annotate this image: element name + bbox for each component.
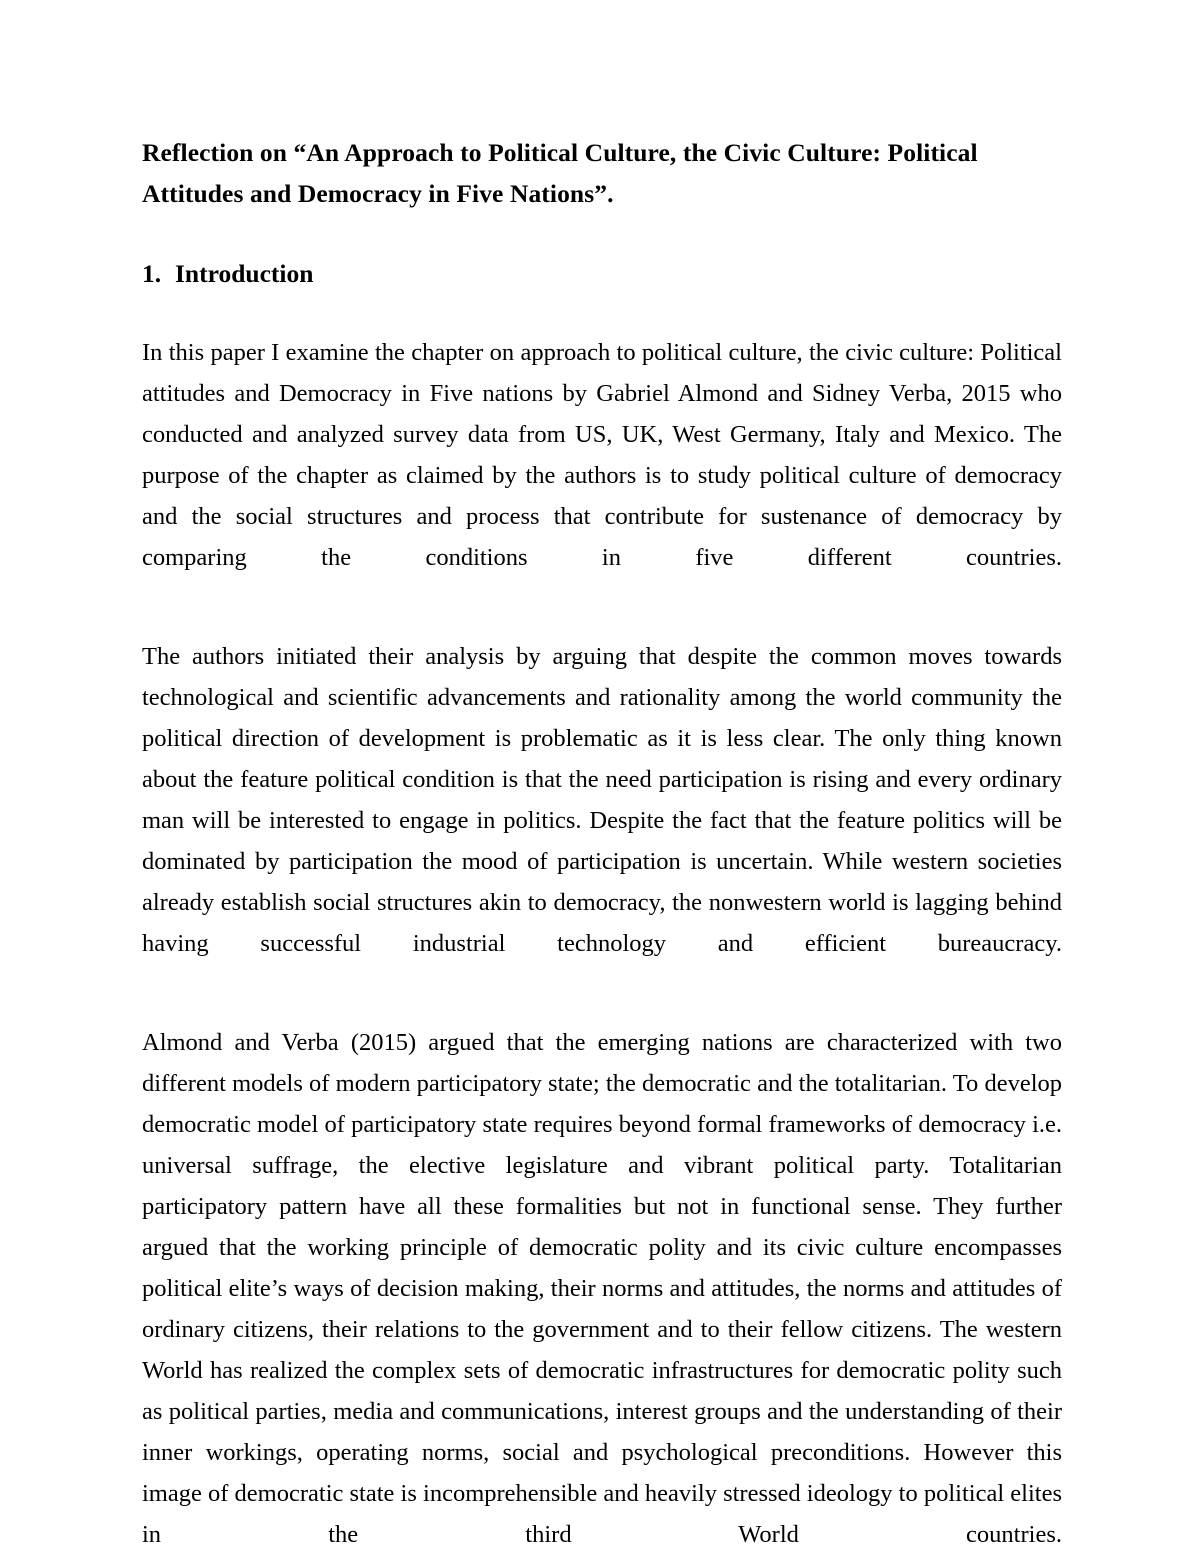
section-heading-label: Introduction — [175, 259, 314, 288]
page-title: Reflection on “An Approach to Political Culture, the Civic Culture: Political Attitudes and Democracy in Five Nations”. — [142, 138, 978, 208]
paragraph: Almond and Verba (2015) argued that the emerging nations are characterized with two different models of modern participatory state; the democratic and the totalitarian. To develop democratic model of participatory state requires beyond formal frameworks of democracy i.e. universal suffrage, the elective legislature and vibrant political party. Totalitarian participatory pattern have all these formalities but not in functional sense. They further argued that the working principle of democratic polity and its civic culture encompasses political elite’s ways of decision making, their norms and attitudes, the norms and attitudes of ordinary citizens, their relations to the government and to their fellow citizens. The western World has realized the complex sets of democratic infrastructures for democratic polity such as political parties, media and communications, interest groups and the understanding of their inner workings, operating norms, social and psychological preconditions. However this image of democratic state is incomprehensible and heavily stressed ideology to political elites in the third World countries. — [142, 1029, 1062, 1548]
section-heading-introduction — [142, 253, 1062, 294]
paragraph: In this paper I examine the chapter on approach to political culture, the civic culture: Political attitudes and Democracy in Five nations by Gabriel Almond and Sidney Verba, 2015 who conducted and analyzed survey data from US, UK, West Germany, Italy and Mexico. The purpose of the chapter as claimed by the authors is to study political culture of democracy and the social structures and process that contribute for sustenance of democracy by comparing the conditions in five different countries. — [142, 339, 1062, 571]
document-body — [142, 132, 1062, 1553]
section-number: 1. — [142, 259, 162, 288]
paragraph: The authors initiated their analysis by arguing that despite the common moves towards technological and scientific advancements and rationality among the world community the political direction of development is problematic as it is less clear. The only thing known about the feature political condition is that the need participation is rising and every ordinary man will be interested to engage in politics. Despite the fact that the feature politics will be dominated by participation the mood of participation is uncertain. While western societies already establish social structures akin to democracy, the nonwestern world is lagging behind having successful industrial technology and efficient bureaucracy. — [142, 643, 1062, 957]
